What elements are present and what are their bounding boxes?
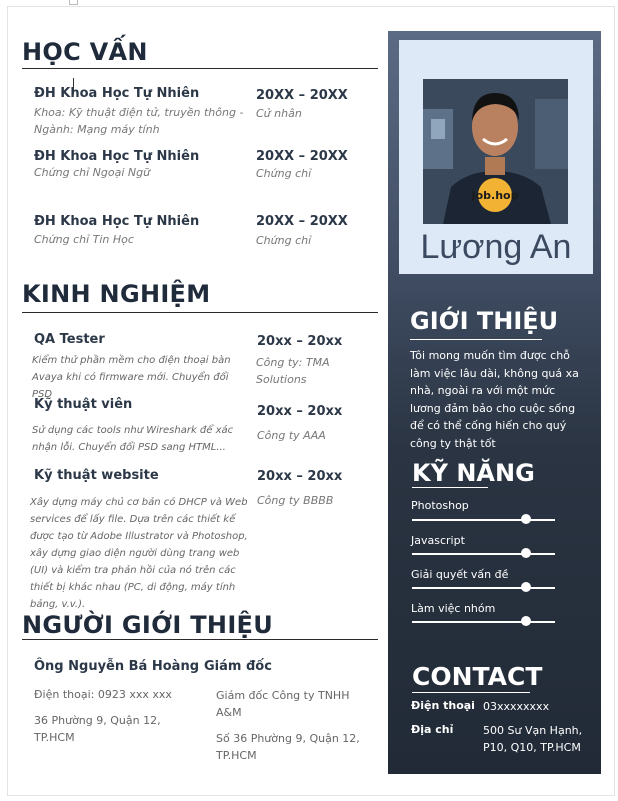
exp-years-2: 20xx – 20xx: [257, 404, 343, 419]
exp-company-2: Công ty AAA: [257, 429, 326, 442]
skill-label-teamwork: Làm việc nhóm: [411, 602, 496, 615]
shirt-logo-text: Job.hop: [471, 189, 519, 202]
edu-note-1: Cử nhân: [256, 107, 302, 120]
exp-company-1: Công ty: TMA Solutions: [256, 356, 330, 386]
contact-address-label: Địa chỉ: [411, 723, 454, 736]
skill-bar-problem-solving: [412, 587, 555, 589]
experience-heading: KINH NGHIỆM: [22, 280, 211, 308]
skills-rule: [412, 487, 488, 488]
ref-position: Giám đốc: [204, 659, 272, 674]
reference-rule: [22, 639, 378, 640]
intro-rule: [410, 339, 542, 340]
contact-phone-value: 03xxxxxxxx: [483, 700, 550, 713]
skill-bar-javascript: [412, 553, 555, 555]
edu-detail-2: Chứng chỉ Ngoại Ngữ: [34, 166, 151, 179]
exp-role-3: Kỹ thuật website: [34, 468, 159, 483]
edu-note-3: Chứng chỉ: [256, 234, 312, 247]
exp-desc-3: Xây dựng máy chủ cơ bản có DHCP và Web services để lấy file. Dựa trên các thiết kế được tạo từ Adobe Illustrator và Photoshop, xây dựng giao diện người dùng trang web (UI) và kiểm tra phản hồi của nó trên các thiết bị khác nhau (PC, di động, máy tính bảng, v.v.).: [30, 497, 248, 610]
edu-note-2: Chứng chỉ: [256, 167, 312, 180]
ref-name: Ông Nguyễn Bá Hoàng: [34, 659, 200, 674]
intro-heading: GIỚI THIỆU: [410, 307, 559, 335]
exp-years-3: 20xx – 20xx: [257, 469, 343, 484]
ref-phone: Điện thoại: 0923 xxx xxx: [34, 688, 172, 701]
edu-school-3: ĐH Khoa Học Tự Nhiên: [34, 214, 200, 229]
skills-heading: KỸ NĂNG: [412, 459, 535, 487]
exp-role-1: QA Tester: [34, 332, 105, 347]
contact-phone-label: Điện thoại: [411, 699, 475, 712]
skill-knob-javascript[interactable]: [521, 548, 531, 558]
page-corner-mark: [69, 0, 78, 5]
skill-label-photoshop: Photoshop: [411, 499, 469, 512]
edu-detail-1a: Khoa: Kỹ thuật điện tử, truyền thông -: [34, 106, 244, 119]
skill-knob-photoshop[interactable]: [521, 514, 531, 524]
exp-role-2: Kỹ thuật viên: [34, 397, 133, 412]
exp-desc-1: Kiểm thử phần mềm cho điện thoại bàn Avaya khi có firmware mới. Chuyển đổi PSD: [32, 355, 231, 400]
education-rule: [22, 68, 378, 69]
ref-company: Giám đốc Công ty TNHH A&M: [216, 689, 350, 719]
edu-school-1: ĐH Khoa Học Tự Nhiên: [34, 86, 200, 101]
skill-bar-teamwork: [412, 621, 555, 623]
contact-heading: CONTACT: [412, 662, 543, 691]
edu-years-3: 20XX – 20XX: [256, 214, 348, 229]
ref-address: 36 Phường 9, Quận 12, TP.HCM: [34, 714, 161, 744]
education-heading: HỌC VẤN: [22, 38, 148, 66]
edu-years-1: 20XX – 20XX: [256, 88, 348, 103]
exp-desc-2: Sử dụng các tools như Wireshark để xác nhận lỗi. Chuyển đổi PSD sang HTML...: [32, 425, 234, 453]
intro-text: Tôi mong muốn tìm được chỗ làm việc lâu dài, không quá xa nhà, ngoài ra với một mức lương đảm bảo cho cuộc sống để có thể cống hiến cho quý công ty thật tốt: [410, 349, 579, 450]
contact-address-value: 500 Sư Vạn Hạnh, P10, Q10, TP.HCM: [483, 724, 583, 754]
person-photo-illustration: [423, 79, 568, 224]
edu-years-2: 20XX – 20XX: [256, 149, 348, 164]
edu-detail-1b: Ngành: Mạng máy tính: [34, 123, 160, 136]
skill-knob-problem-solving[interactable]: [521, 582, 531, 592]
experience-rule: [22, 312, 378, 313]
contact-rule: [412, 692, 530, 693]
skill-label-javascript: Javascript: [411, 534, 465, 547]
profile-photo: [423, 79, 568, 224]
skill-bar-photoshop: [412, 519, 555, 521]
skill-label-problem-solving: Giải quyết vấn đề: [411, 568, 509, 581]
reference-heading: NGƯỜI GIỚI THIỆU: [22, 611, 274, 639]
ref-company-address: Số 36 Phường 9, Quận 12, TP.HCM: [216, 732, 360, 762]
edu-school-2: ĐH Khoa Học Tự Nhiên: [34, 149, 200, 164]
skill-knob-teamwork[interactable]: [521, 616, 531, 626]
profile-name: Lương An: [420, 228, 572, 266]
edu-detail-3: Chứng chỉ Tin Học: [34, 233, 134, 246]
exp-years-1: 20xx – 20xx: [257, 334, 343, 349]
exp-company-3: Công ty BBBB: [257, 494, 334, 507]
